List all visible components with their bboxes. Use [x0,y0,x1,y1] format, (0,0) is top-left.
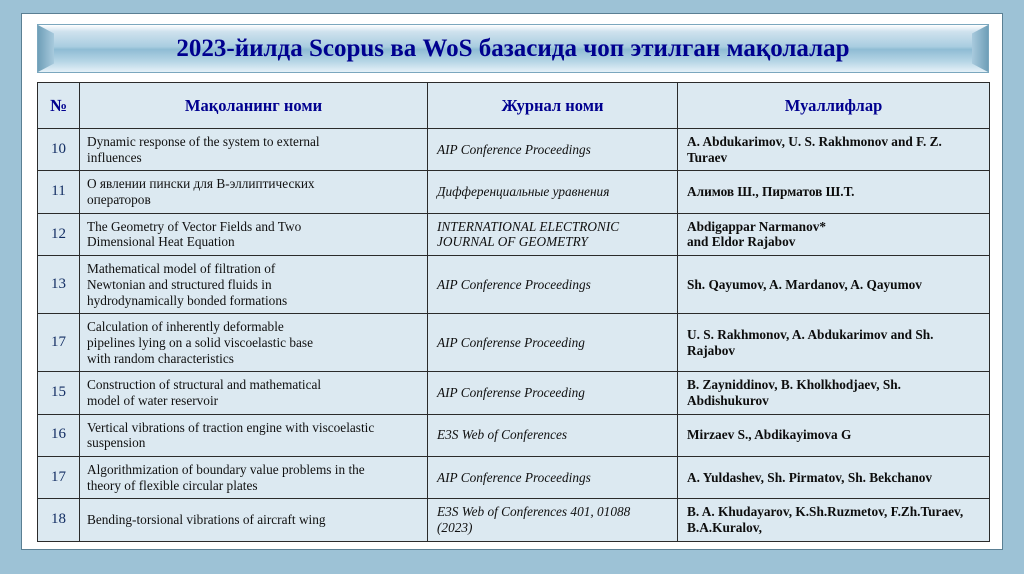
article-title-line: Bending-torsional vibrations of aircraft wing [87,512,326,528]
article-title [80,457,428,499]
article-title [80,414,428,456]
column-header-journal: Журнал номи [428,83,678,129]
journal-name-line: E3S Web of Conferences 401, 01088 [437,504,631,520]
authors-list-line: A. Yuldashev, Sh. Pirmatov, Sh. Bekchanov [687,469,933,485]
article-title-line: Dynamic response of the system to external [87,134,320,149]
article-title-line: Calculation of inherently deformable [87,319,284,335]
authors-list [678,414,990,456]
authors-list-line: B.A.Kuralov, [687,520,762,536]
row-number: 12 [38,213,80,255]
table-row [38,314,990,372]
authors-list-line: A. Abdukarimov, U. S. Rakhmonov and F. Z. [687,134,942,149]
column-header-title: Мақоланинг номи [80,83,428,129]
journal-name [428,171,678,213]
article-title-line: The Geometry of Vector Fields and Two [87,218,302,234]
article-title-line: Construction of structural and mathematical [87,377,322,393]
article-title [80,129,428,171]
table-row [38,213,990,255]
journal-name [428,129,678,171]
authors-list [678,499,990,541]
table-header [38,83,990,129]
authors-list-line: B. A. Khudayarov, K.Sh.Ruzmetov, F.Zh.Turaev, [687,504,964,520]
article-title [80,213,428,255]
journal-name-line: AIP Conferense Proceeding [437,334,585,350]
authors-list-line: Turaev [687,149,728,165]
table-row [38,256,990,314]
article-title [80,171,428,213]
table-body [38,129,990,542]
journal-name [428,256,678,314]
journal-name [428,499,678,541]
column-header-number: № [38,83,80,129]
article-title-line: Vertical vibrations of traction engine with viscoelastic [87,419,375,435]
authors-list-line: and Eldor Rajabov [687,234,796,250]
authors-list [678,256,990,314]
table-row [38,129,990,171]
journal-name-line: INTERNATIONAL ELECTRONIC [437,218,620,234]
table-row [38,457,990,499]
row-number: 17 [38,314,80,372]
table-row [38,414,990,456]
authors-list-line: Sh. Qayumov, A. Mardanov, A. Qayumov [687,276,922,292]
authors-list [678,129,990,171]
table-row [38,499,990,541]
row-number: 16 [38,414,80,456]
row-number: 11 [38,171,80,213]
row-number: 13 [38,256,80,314]
authors-list [678,314,990,372]
article-title [80,314,428,372]
authors-list [678,457,990,499]
row-number: 17 [38,457,80,499]
article-title-line: model of water reservoir [87,392,219,408]
row-number: 10 [38,129,80,171]
authors-list [678,372,990,414]
article-title-line: influences [87,149,142,165]
authors-list-line: Abdishukurov [687,392,769,408]
authors-list [678,213,990,255]
authors-list [678,171,990,213]
journal-name-line: AIP Conference Proceedings [437,276,591,292]
authors-list-line: Алимов Ш., Пирматов Ш.Т. [687,184,855,200]
journal-name-line: AIP Conference Proceedings [437,141,591,157]
article-title-line: theory of flexible circular plates [87,477,258,493]
article-title [80,256,428,314]
journal-name-line: AIP Conferense Proceeding [437,385,585,401]
article-title-line: Mathematical model of filtration of [87,261,276,277]
journal-name-line: AIP Conference Proceedings [437,469,591,485]
article-title-line: hydrodynamically bonded formations [87,292,288,308]
authors-list-line: Rajabov [687,342,736,358]
article-title [80,499,428,541]
article-title-line: with random characteristics [87,350,234,366]
row-number: 18 [38,499,80,541]
authors-list-line: B. Zayniddinov, B. Kholkhodjaev, Sh. [687,377,901,393]
table-row [38,372,990,414]
article-title-line: pipelines lying on a solid viscoelastic base [87,334,314,350]
authors-list-line: Mirzaev S., Abdikayimova G [687,427,852,443]
journal-name-line: JOURNAL OF GEOMETRY [437,234,588,250]
journal-name [428,314,678,372]
article-title-line: Algorithmization of boundary value problems in the [87,462,365,477]
article-title-line: Dimensional Heat Equation [87,234,235,250]
journal-name [428,414,678,456]
journal-name-line: (2023) [437,520,473,536]
publications-table [37,82,990,542]
article-title-line: Newtonian and structured fluids in [87,276,272,292]
journal-name-line: Дифференциальные уравнения [437,184,610,200]
table-header-row [38,83,990,129]
article-title-line: suspension [87,435,146,451]
row-number: 15 [38,372,80,414]
article-title-line: операторов [87,192,151,208]
article-title [80,372,428,414]
authors-list-line: U. S. Rakhmonov, A. Abdukarimov and Sh. [687,327,934,343]
journal-name [428,213,678,255]
journal-name-line: E3S Web of Conferences [437,427,568,443]
journal-name [428,457,678,499]
title-banner [37,24,989,73]
authors-list-line: Abdigappar Narmanov* [687,218,827,234]
table-row [38,171,990,213]
article-title-line: О явлении пински для B-эллиптических [87,176,315,192]
slide-content-card [21,13,1003,550]
column-header-authors: Муаллифлар [678,83,990,129]
journal-name [428,372,678,414]
page-title: 2023-йилда Scopus ва WoS базасида чоп этилган мақолалар [176,34,850,62]
